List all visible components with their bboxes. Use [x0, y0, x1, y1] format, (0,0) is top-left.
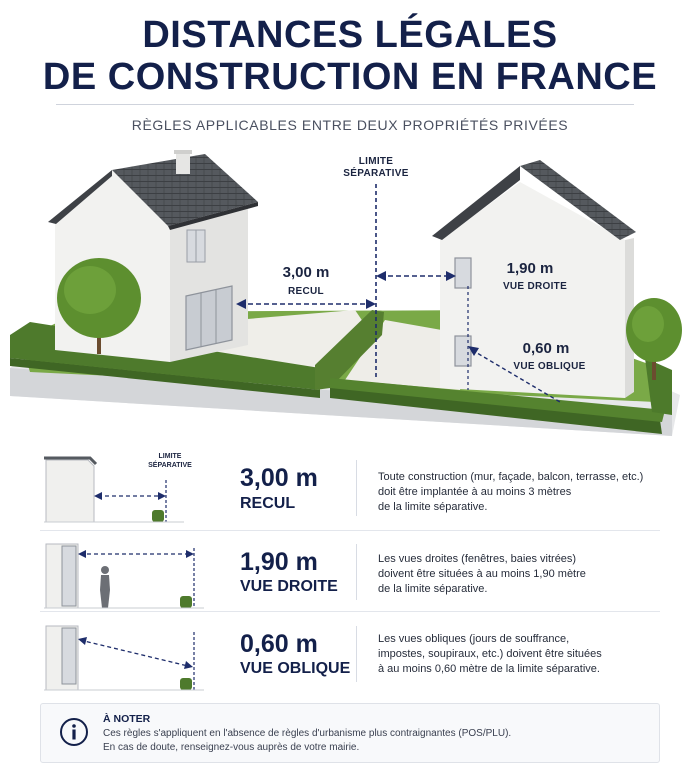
recul-desc-line-3: de la limite séparative.: [378, 501, 488, 513]
recul-rule-value: 3,00 m: [240, 464, 318, 492]
boundary-label-line-2: SÉPARATIVE: [343, 168, 409, 179]
vue-droite-diagram: [44, 538, 214, 610]
note-title: À NOTER: [103, 713, 151, 725]
rule-row-recul: [0, 446, 700, 526]
vue-droite-value: 1,90 m: [506, 260, 554, 277]
recul-desc-line-2: doit être implantée à au moins 3 mètres: [378, 486, 572, 498]
recul-value: 3,00 m: [282, 264, 330, 281]
row-divider: [356, 544, 357, 600]
title-divider: [56, 104, 634, 105]
recul-diagram-label-line-2: SÉPARATIVE: [148, 462, 192, 469]
recul-diagram-label-line-1: LIMITE: [158, 453, 182, 460]
row-separator: [40, 611, 660, 612]
vue-oblique-rule-label: VUE OBLIQUE: [240, 660, 351, 677]
vue-oblique-rule-description: [378, 632, 678, 677]
vue-oblique-desc-line-3: à au moins 0,60 mètre de la limite séparative.: [378, 663, 600, 675]
note-line-2: En cas de doute, renseignez-vous auprès de votre mairie.: [103, 742, 360, 753]
illustration-scene: [0, 140, 700, 440]
vue-oblique-value: 0,60 m: [522, 340, 570, 357]
row-divider: [356, 460, 357, 516]
vue-oblique-label: VUE OBLIQUE: [513, 361, 586, 372]
note-box: [40, 703, 660, 763]
vue-oblique-desc-line-2: impostes, soupiraux, etc.) doivent être situées: [378, 648, 602, 660]
vue-droite-rule-description: [378, 552, 678, 597]
page-title-line-1: DISTANCES LÉGALES: [142, 14, 558, 56]
vue-droite-rule-label: VUE DROITE: [240, 578, 338, 595]
scene-illustration: [0, 140, 700, 440]
row-separator: [40, 530, 660, 531]
note-text: [103, 727, 511, 755]
boundary-label-line-1: LIMITE: [358, 156, 394, 167]
vue-droite-rule-value: 1,90 m: [240, 548, 318, 576]
page-title: [0, 14, 700, 98]
page-subtitle: RÈGLES APPLICABLES ENTRE DEUX PROPRIÉTÉS PRIVÉES: [131, 117, 569, 133]
page-title-line-2: DE CONSTRUCTION EN FRANCE: [42, 56, 658, 98]
vue-oblique-desc-line-1: Les vues obliques (jours de souffrance,: [378, 633, 570, 645]
row-divider: [356, 626, 357, 682]
boundary-label: [336, 156, 416, 180]
vue-droite-desc-line-2: doivent être situées à au moins 1,90 mètre: [378, 568, 586, 580]
rule-row-vue-oblique: [0, 614, 700, 694]
vue-droite-label: VUE DROITE: [502, 281, 568, 292]
vue-oblique-rule-value: 0,60 m: [240, 630, 318, 658]
recul-rule-description: [378, 470, 678, 515]
recul-desc-line-1: Toute construction (mur, façade, balcon, terrasse, etc.): [378, 471, 644, 483]
recul-diagram-label: [140, 452, 200, 470]
recul-label: RECUL: [288, 286, 324, 297]
vue-droite-desc-line-3: de la limite séparative.: [378, 583, 488, 595]
info-icon: [59, 717, 89, 747]
note-line-1: Ces règles s'appliquent en l'absence de règles d'urbanisme plus contraignantes (POS/PLU).: [103, 728, 512, 739]
recul-rule-label: RECUL: [240, 495, 296, 512]
vue-droite-desc-line-1: Les vues droites (fenêtres, baies vitrées): [378, 553, 577, 565]
vue-oblique-diagram: [44, 620, 214, 692]
rule-row-vue-droite: [0, 532, 700, 612]
